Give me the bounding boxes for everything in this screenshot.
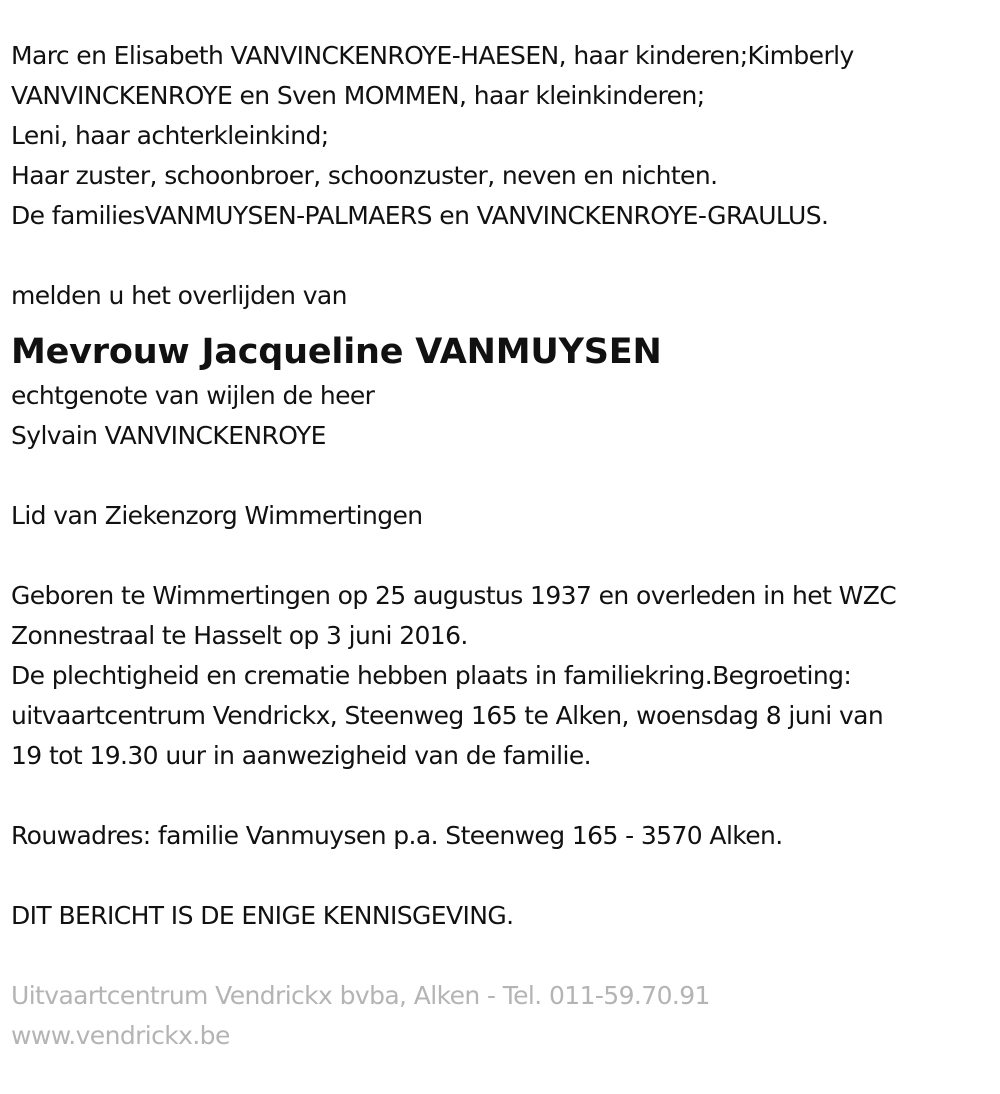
relation-line: echtgenote van wijlen de heer [11,381,375,410]
spacer [11,936,996,976]
relation-line: Sylvain VANVINCKENROYE [11,421,326,450]
spacer [11,456,996,496]
family-line: Leni, haar achterkleinkind; [11,121,329,150]
family-line: De familiesVANMUYSEN-PALMAERS en VANVINCKENROYE-GRAULUS. [11,201,829,230]
spacer [11,776,996,816]
details-line: Zonnestraal te Hasselt op 3 juni 2016. [11,621,468,650]
notice-text: DIT BERICHT IS DE ENIGE KENNISGEVING. [11,901,514,930]
family-line: VANVINCKENROYE en Sven MOMMEN, haar kleinkinderen; [11,81,705,110]
family-line: Marc en Elisabeth VANVINCKENROYE-HAESEN, haar kinderen;Kimberly [11,41,854,70]
spacer [11,236,996,276]
mourning-address: Rouwadres: familie Vanmuysen p.a. Steenweg 165 - 3570 Alken. [11,821,783,850]
membership-text: Lid van Ziekenzorg Wimmertingen [11,501,423,530]
details-line: 19 tot 19.30 uur in aanwezigheid van de familie. [11,741,591,770]
details-line: uitvaartcentrum Vendrickx, Steenweg 165 te Alken, woensdag 8 juni van [11,701,884,730]
details-block [11,576,996,776]
footer-website[interactable]: www.vendrickx.be [11,1021,230,1050]
family-line: Haar zuster, schoonbroer, schoonzuster, neven en nichten. [11,161,718,190]
spacer [11,856,996,896]
announcement-text: melden u het overlijden van [11,281,347,310]
obituary-notice [11,36,996,1056]
deceased-name: Mevrouw Jacqueline VANMUYSEN [11,332,662,372]
details-line: Geboren te Wimmertingen op 25 augustus 1937 en overleden in het WZC [11,581,897,610]
footer-company: Uitvaartcentrum Vendrickx bvba, Alken - Tel. 011-59.70.91 [11,981,710,1010]
details-line: De plechtigheid en crematie hebben plaats in familiekring.Begroeting: [11,661,852,690]
family-block [11,36,996,236]
spacer [11,536,996,576]
